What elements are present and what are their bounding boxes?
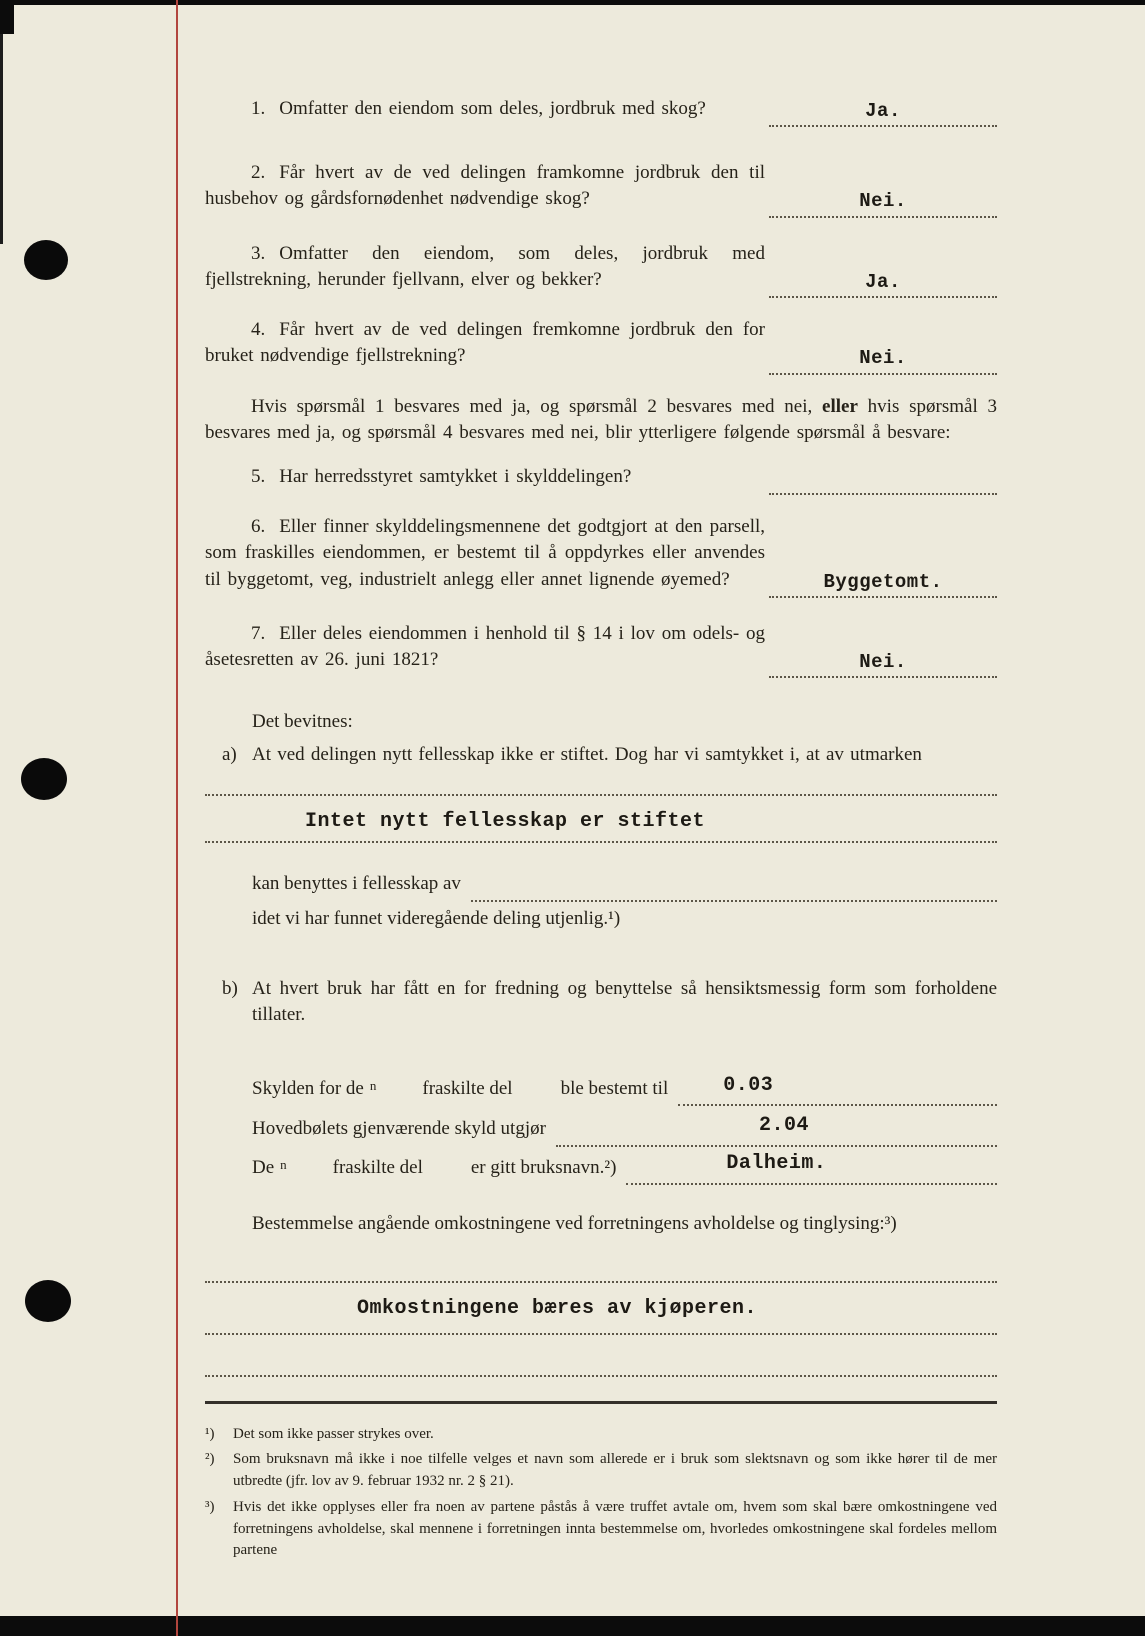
kan-benyttes-field <box>205 871 997 897</box>
question-1-text <box>205 96 765 122</box>
conditional-instruction-paragraph <box>205 394 997 446</box>
scan-edge-bottom <box>0 1616 1145 1636</box>
fill-in-line <box>471 872 997 902</box>
question-4-answer-line <box>769 345 997 374</box>
question-5-text <box>205 464 765 490</box>
question-7-answer: Nei. <box>859 651 907 674</box>
question-6-text <box>205 514 765 593</box>
question-6-answer-line <box>769 569 997 598</box>
question-1-answer: Ja. <box>865 100 901 122</box>
footnote-2-marker: ²) <box>205 1451 215 1468</box>
footnote-1-text: Det som ikke passer strykes over. <box>233 1425 434 1442</box>
question-row-2 <box>205 160 997 212</box>
attestation-item-b <box>205 976 997 1028</box>
instruction-post: hvis spørsmål 3 besvares med ja, og spørsmål 4 besvares med nei, blir ytterligere følgende spørsmål å besvare: <box>205 395 997 443</box>
footnote-2 <box>205 1449 997 1493</box>
question-row-5 <box>205 464 997 490</box>
question-2-answer-line <box>769 188 997 217</box>
instruction-pre: Hvis spørsmål 1 besvares med ja, og spørsmål 2 besvares med nei, <box>251 395 823 417</box>
question-2-answer: Nei. <box>859 190 907 213</box>
bruksnavn-label-part-1: De <box>252 1156 275 1178</box>
footnote-3-marker: ³) <box>205 1498 215 1515</box>
question-2-number: 2. <box>251 162 266 184</box>
question-row-4 <box>205 317 997 369</box>
item-b-marker: b) <box>222 977 238 999</box>
form-content <box>205 96 997 1566</box>
field-hovedbol-skyld <box>205 1116 997 1142</box>
skyld-label-part-2: fraskilte del <box>422 1078 513 1100</box>
question-row-1 <box>205 96 997 122</box>
question-5-number: 5. <box>251 465 266 487</box>
bruksnavn-value: Dalheim. <box>726 1152 827 1176</box>
footnote-3 <box>205 1497 997 1562</box>
question-4-answer: Nei. <box>859 347 907 370</box>
fill-in-line <box>205 794 997 796</box>
question-7-body: Eller deles eiendommen i henhold til § 14 i lov om odels- og åsetesretten av 26. juni 1821? <box>205 622 765 671</box>
question-4-number: 4. <box>251 319 266 341</box>
fill-in-line <box>205 1375 997 1377</box>
footnote-1-marker: ¹) <box>205 1425 215 1442</box>
fill-in-line <box>626 1152 997 1185</box>
footnote-3-text: Hvis det ikke opplyses eller fra noen av partene påstås å være truffet avtale om, hvem som skal bære omkostningene ved forretningens avholdelse, skal mennene i forretningen innta bestemmelse om, hvorledes omkostningene skal fordeles mellom partene <box>233 1498 997 1559</box>
skyld-label-part-1: Skylden for de <box>252 1078 364 1100</box>
question-3-number: 3. <box>251 242 266 264</box>
typed-omkostninger-statement: Omkostningene bæres av kjøperen. <box>357 1297 758 1321</box>
hole-punch-middle <box>21 758 67 800</box>
typed-fellesskap-statement: Intet nytt fellesskap er stiftet <box>305 809 706 833</box>
question-3-body: Omfatter den eiendom, som deles, jordbruk med fjellstrekning, herunder fjellvann, elver og bekker? <box>205 242 765 290</box>
question-2-text <box>205 160 765 212</box>
footnote-2-text: Som bruksnavn må ikke i noe tilfelle velges et navn som allerede er i bruk som slektsnavn og som ikke hører til de mer utbredte (jfr. lov av 9. februar 1932 nr. 2 § 21). <box>233 1451 997 1490</box>
question-7-answer-line <box>769 649 997 678</box>
question-6-number: 6. <box>251 516 266 538</box>
hole-punch-bottom <box>25 1280 71 1322</box>
scan-edge-left-artifact <box>0 34 3 244</box>
field-skyld-fraskilt-del <box>205 1073 997 1102</box>
question-1-number: 1. <box>251 98 266 119</box>
hovedbol-label: Hovedbølets gjenværende skyld utgjør <box>252 1118 546 1140</box>
question-1-answer-line <box>769 98 997 127</box>
skyld-superscript-n: n <box>369 1078 377 1094</box>
fill-in-line <box>205 1333 997 1335</box>
question-2-body: Får hvert av de ved delingen framkomne jordbruk den til husbehov og gårdsfornødenhet nødvendige skog? <box>205 162 765 210</box>
fill-in-line <box>205 841 997 843</box>
footnotes <box>205 1424 997 1563</box>
question-6-answer: Byggetomt. <box>823 570 943 593</box>
fill-in-line <box>205 1281 997 1283</box>
attestation-item-a <box>205 742 997 768</box>
item-a-marker: a) <box>222 743 237 765</box>
question-3-answer: Ja. <box>865 270 901 293</box>
question-row-7 <box>205 621 997 673</box>
bruksnavn-label-part-3: er gitt bruksnavn.²) <box>470 1156 617 1178</box>
question-row-3 <box>205 241 997 293</box>
bestemmelse-heading: Bestemmelse angående omkostningene ved forretningens avholdelse og tinglysing:³) <box>252 1212 897 1234</box>
question-4-text <box>205 317 765 369</box>
footnote-1 <box>205 1424 997 1446</box>
footnote-separator-line <box>205 1401 997 1404</box>
utjenlig-statement: idet vi har funnet videregående deling utjenlig.¹) <box>252 907 621 929</box>
question-1-body: Omfatter den eiendom som deles, jordbruk med skog? <box>279 98 706 119</box>
instruction-bold: eller <box>822 395 858 417</box>
question-6-body: Eller finner skylddelingsmennene det godtgjort at den parsell, som fraskilles eiendommen, er bestemt til å oppdyrkes eller anvendes til byggetomt, veg, industrielt anlegg eller annet lignende øyemed? <box>205 516 765 590</box>
question-3-text <box>205 241 765 293</box>
skyld-value: 0.03 <box>723 1073 774 1097</box>
question-7-number: 7. <box>251 622 266 644</box>
scan-edge-top <box>0 0 1145 5</box>
skyld-label-part-3: ble bestemt til <box>560 1078 669 1100</box>
scan-edge-corner <box>0 0 14 34</box>
question-row-6 <box>205 514 997 593</box>
attestation-heading: Det bevitnes: <box>252 711 353 733</box>
margin-rule-line <box>176 0 178 1636</box>
hovedbol-value: 2.04 <box>758 1114 809 1138</box>
question-7-text <box>205 621 765 673</box>
bruksnavn-superscript-n: n <box>280 1156 287 1172</box>
fill-in-line <box>556 1114 997 1147</box>
field-bruksnavn <box>205 1152 997 1181</box>
item-a-text: At ved delingen nytt fellesskap ikke er stiftet. Dog har vi samtykket i, at av utmarken <box>252 743 922 765</box>
question-3-answer-line <box>769 269 997 298</box>
question-5-answer-line <box>769 469 997 495</box>
kan-benyttes-label: kan benyttes i fellesskap av <box>252 873 461 895</box>
item-b-text: At hvert bruk har fått en for fredning og benyttelse så hensiktsmessig form som forholdene tillater. <box>252 977 997 1025</box>
fill-in-line <box>678 1073 997 1106</box>
hole-punch-top <box>24 240 68 280</box>
bruksnavn-label-part-2: fraskilte del <box>332 1156 423 1178</box>
question-4-body: Får hvert av de ved delingen fremkomne jordbruk den for bruket nødvendige fjellstrekning? <box>205 319 765 367</box>
question-5-body: Har herredsstyret samtykket i skylddelingen? <box>279 465 632 487</box>
